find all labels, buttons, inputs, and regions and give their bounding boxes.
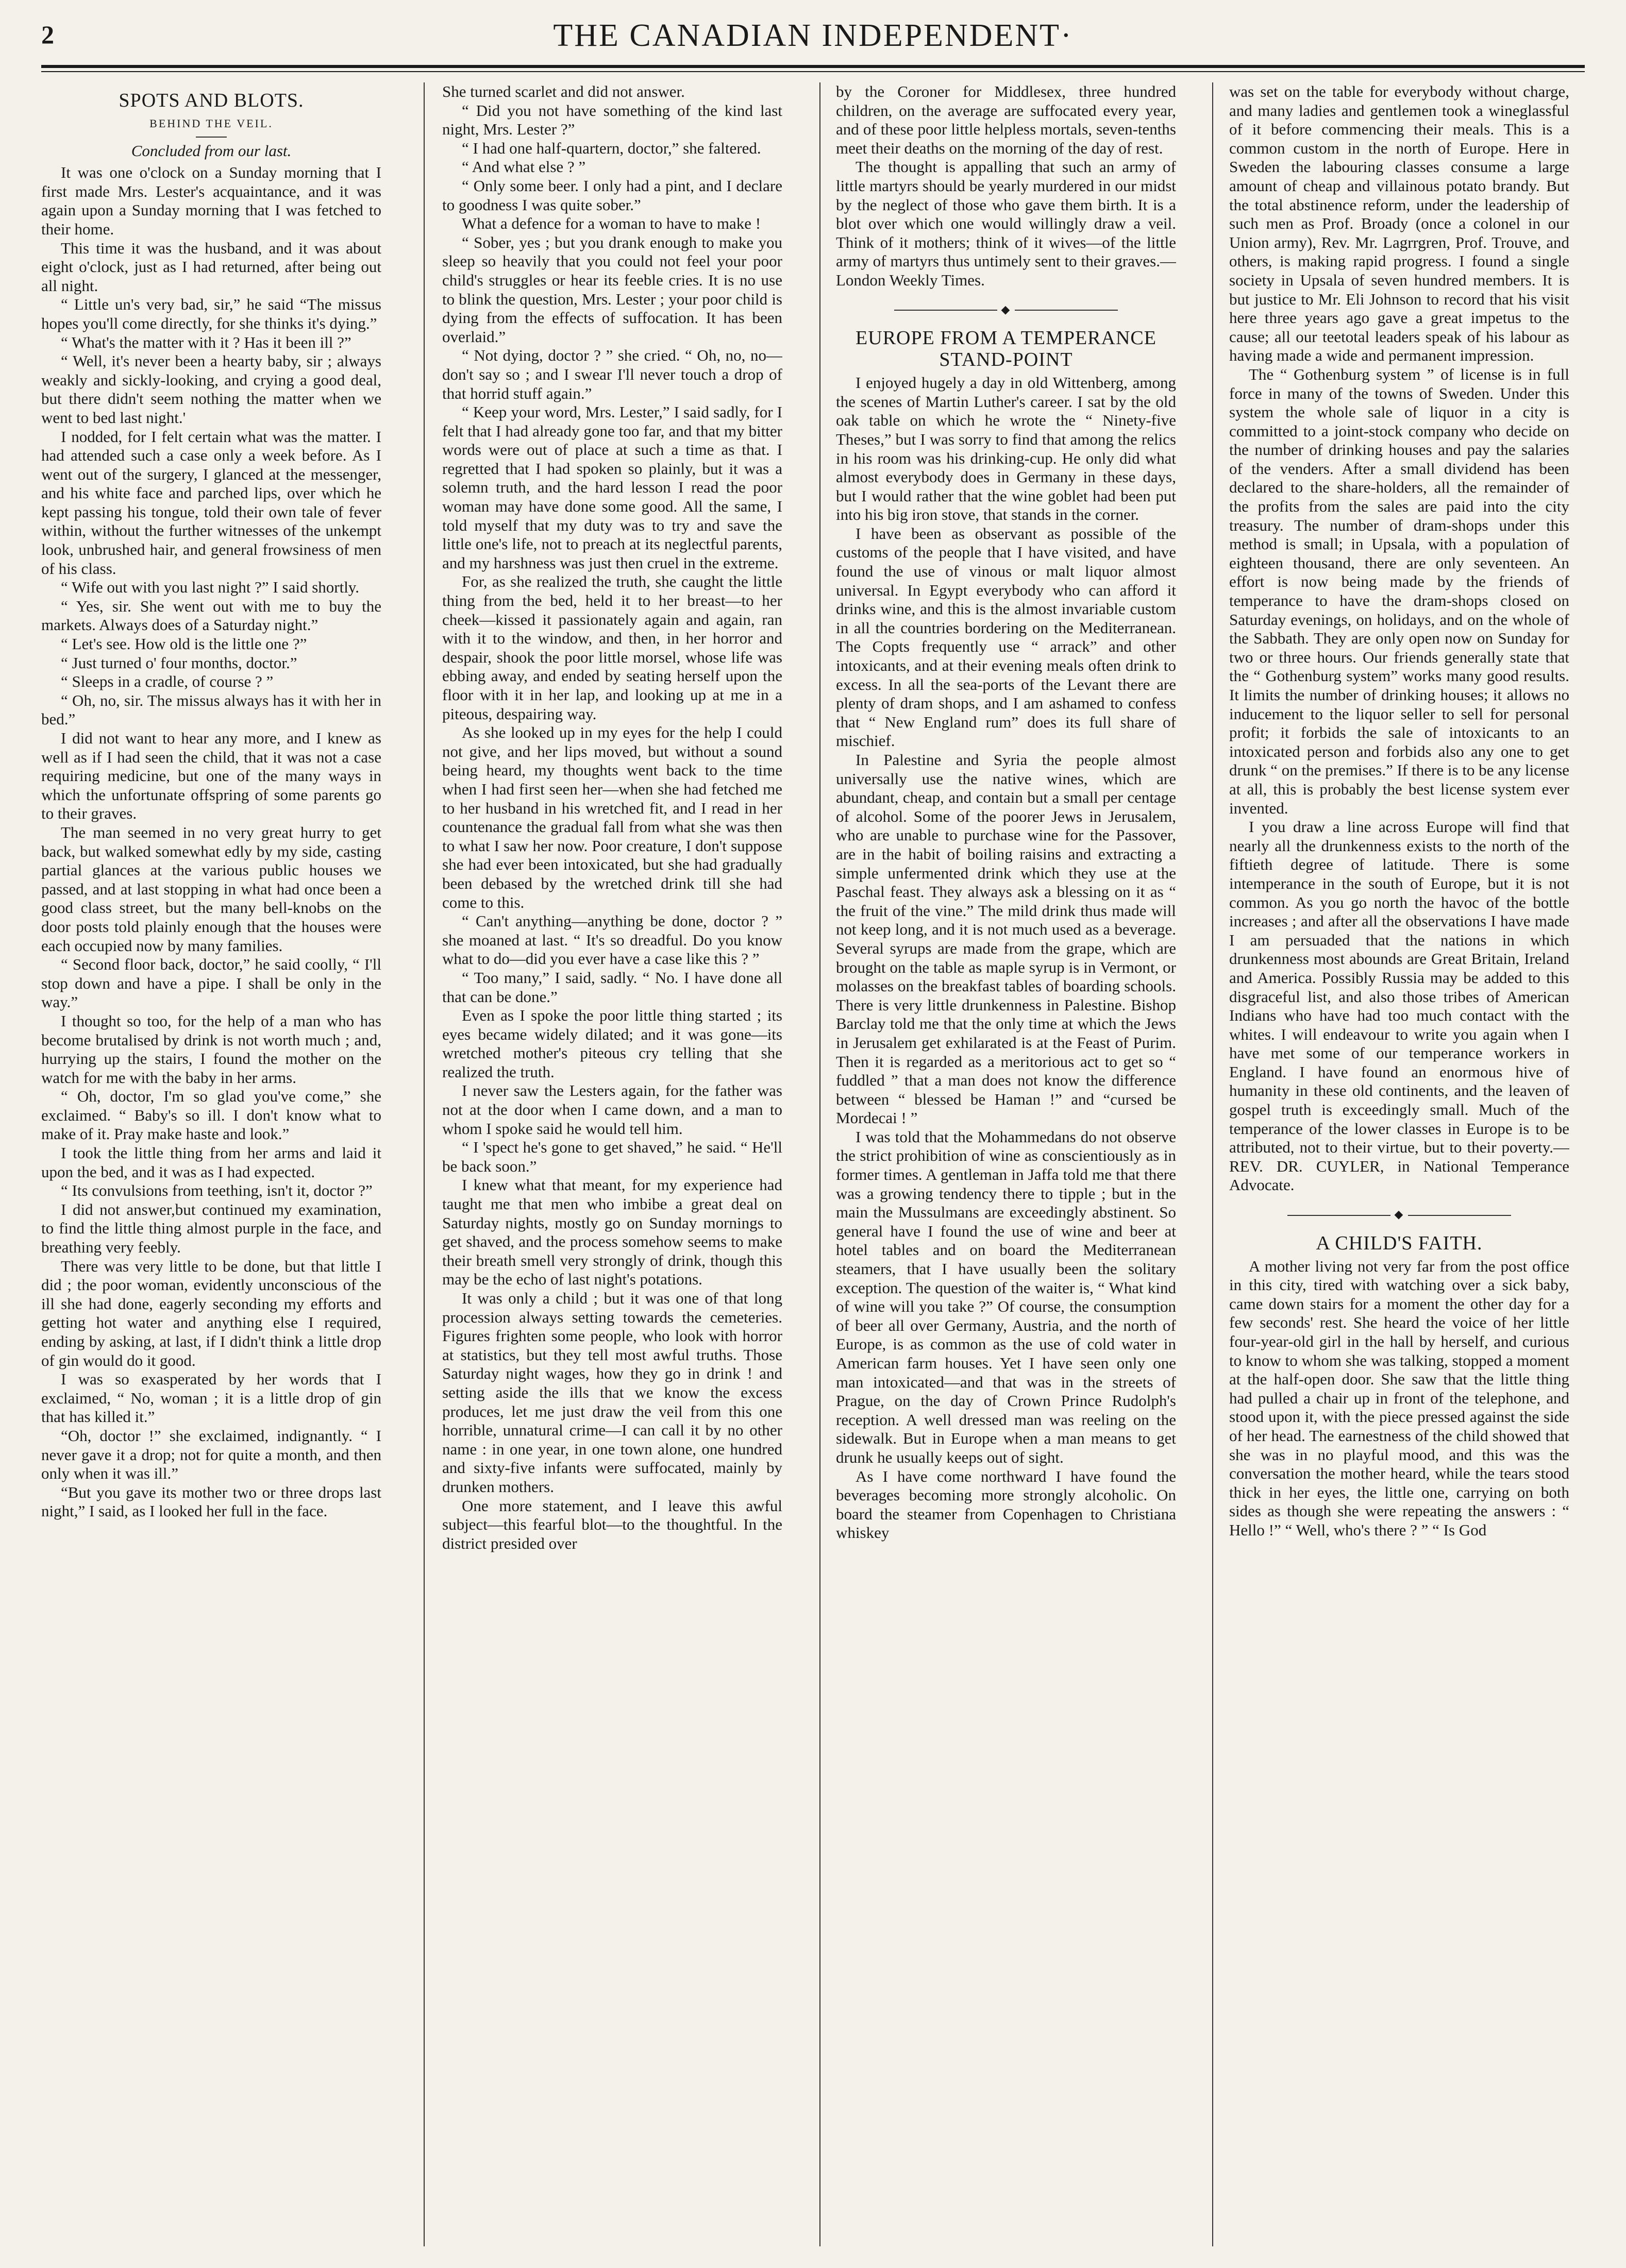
paragraph: One more statement, and I leave this awful subject—this fearful blot—to the thoughtful. In the district presided over <box>442 1496 782 1552</box>
paragraph: “ Keep your word, Mrs. Lester,” I said sadly, for I felt that I had already gone too far, and that my bitter words were out of place at such a time as that. I regretted that I had spoken so plainly, but it was a solemn truth, and the hard lesson I read the poor woman may have done some good. All the same, I told myself that my duty was to try and save the little one's life, not to preach at its neglectful parents, and my harshness was just then cruel in the extreme. <box>442 403 782 572</box>
paragraph: What a defence for a woman to have to make ! <box>462 214 761 233</box>
column-divider <box>424 82 425 2246</box>
paragraph: As she looked up in my eyes for the help I could not give, and her lips moved, but without a sound being heard, my thoughts went back to the time when I had first seen her—when she had fetched me to her husband in his wretched fit, and I read in her countenance the gradual fall from what she was then to what I saw her now. Poor creature, I don't suppose she had ever been intoxicated, but she had gradually been debased by the wretched drink till she had come to this. <box>442 723 782 911</box>
paragraph: I have been as observant as possible of the customs of the people that I have visited, and have found the use of vinous or malt liquor almost universal. In Egypt everybody who can afford it drinks wine, and this is the almost invariable custom in all the countries bordering on the Mediterranean. The Copts frequently use “ arrack” and other intoxicants, and at their evening meals often drink to excess. In all the sea-ports of the Levant there are plenty of dram shops, and I am ashamed to confess that “ New England rum” does its full share of mischief. <box>836 524 1176 750</box>
paragraph: I enjoyed hugely a day in old Wittenberg, among the scenes of Martin Luther's career. I sat by the old oak table on which he wrote the “ Ninety-five Theses,” but I was sorry to find that among the relics in his room was his drinking-cup. He only did what almost everybody does in Germany in these days, but I would rather that the wine goblet had been put into his big iron stove, that stands in the corner. <box>836 374 1176 524</box>
paragraph: “ Second floor back, doctor,” he said coolly, “ I'll stop down and have a pipe. I shall be only in the way.” <box>41 955 381 1011</box>
header-rule-thick <box>41 65 1585 68</box>
paragraph: For, as she realized the truth, she caught the little thing from the bed, held it to her breast—to her cheek—kissed it passionately again and again, ran with it to the window, and then, in her horror and despair, shook the poor little morsel, whose life was ebbing away, and ended by seating herself upon the floor with it in her lap, and looking up at me in a piteous, despairing way. <box>442 572 782 723</box>
paragraph: I nodded, for I felt certain what was the matter. I had attended such a case only a week before. As I went out of the surgery, I glanced at the messenger, and his white face and parched lips, over which he kept passing his tongue, told their own tale of fever within, without the further witnesses of the unkempt look, unbrushed hair, and general frowsiness of men of his class. <box>41 427 381 578</box>
paragraph: I you draw a line across Europe will find that nearly all the drunkenness exists to the north of the fiftieth degree of latitude. There is some intemperance in the south of Europe, but it is not common. As you go north the havoc of the bottle increases ; and after all the observations I have made I am persuaded that the nations in which drunkenness most abounds are Great Britain, Ireland and America. Possibly Russia may be added to this disgraceful list, and also those tribes of American Indians who have had too much contact with the whites. I will endeavour to write you again when I have met some of our temperance workers in England. I have found an enormous hive of humanity in these old continents, and the leaven of gospel truth is exceedingly small. Much of the temperance of the lower classes in Europe is to be attributed, not to their virtue, but to their poverty.—REV. DR. CUYLER, in National Temperance Advocate. <box>1229 818 1569 1194</box>
column-4 <box>1229 82 1569 2246</box>
paragraph: “ Not dying, doctor ? ” she cried. “ Oh, no, no—don't say so ; and I swear I'll never touch a drop of that horrid stuff again.” <box>442 346 782 402</box>
section-ornament: ◆ <box>1229 1205 1569 1224</box>
paragraph: I did not want to hear any more, and I knew as well as if I had seen the child, that it was not a case requiring medicine, but one of the many ways in which the unfortunate offspring of some parents go to their graves. <box>41 729 381 823</box>
paragraph: “ Oh, no, sir. The missus always has it with her in bed.” <box>41 691 381 729</box>
article-title: SPOTS AND BLOTS. <box>119 90 304 111</box>
paragraph: “ Just turned o' four months, doctor.” <box>61 653 297 672</box>
paragraph: “ And what else ? ” <box>462 158 586 176</box>
article-title: A CHILD'S FAITH. <box>1316 1232 1483 1254</box>
article-body <box>836 374 1176 1543</box>
divider <box>196 137 227 138</box>
paragraph: “ Sober, yes ; but you drank enough to make you sleep so heavily that you could not feel your poor child's struggles or hear its feeble cries. It is no use to blink the question, Mrs. Lester ; your poor child is dying from the effects of suffocation. It has been overlaid.” <box>442 233 782 346</box>
paragraph: The man seemed in no very great hurry to get back, but walked somewhat edly by my side, casting partial glances at the various public houses we passed, and at last stopping in what had once been a good class street, but the many bell-knobs on the door posts told plainly enough that the houses were each occupied now by many families. <box>41 823 381 955</box>
paragraph: I thought so too, for the help of a man who has become brutalised by drink is not worth much ; and, hurrying up the stairs, I found the mother on the watch for me with the baby in her arms. <box>41 1011 381 1087</box>
paragraph: “ I had one half-quartern, doctor,” she faltered. <box>462 139 761 157</box>
paragraph: was set on the table for everybody without charge, and many ladies and gentlemen took a wineglassful of it before commencing their meals. This is a common custom in the north of Europe. Here in Sweden the labouring classes consume a large amount of cheap and villainous potato brandy. But the total abstinence reform, under the leadership of such men as Prof. Broady (once a colonel in our Union army), Rev. Mr. Lagrrgren, Prof. Trouve, and others, is making rapid progress. I found a single society in Upsala of seven hundred members. It is but justice to Mr. Eli Johnson to record that his visit here three years ago gave a great impetus to the cause; all our teetotal leaders speak of his labour as having made a wide and permanent impression. <box>1229 82 1569 365</box>
paragraph: “ Did you not have something of the kind last night, Mrs. Lester ?” <box>442 101 782 139</box>
paragraph: There was very little to be done, but that little I did ; the poor woman, evidently unconscious of the ill she had done, eagerly seconding my efforts and getting hot water and anything else I required, ending by asking, at last, if I didn't think a little drop of gin would do it good. <box>41 1257 381 1369</box>
paragraph: “ Yes, sir. She went out with me to buy the markets. Always does of a Saturday night.” <box>41 597 381 634</box>
paragraph: I was told that the Mohammedans do not observe the strict prohibition of wine as conscientiously as in former times. A gentleman in Jaffa told me that there was a growing tendency there to tipple ; but in the main the Mussulmans are exceedingly abstinent. So general have I found the use of wine and beer at hotel tables and on board the Mediterranean steamers, that I have usually been the solitary exception. The question of the waiter is, “ What kind of wine will you take ?” Of course, the consumption of beer all over Germany, Austria, and the north of Europe, is as common as the use of cold water in American farm houses. Yet I have seen only one man intoxicated—and that was in the streets of Prague, on the day of Crown Prince Rudolph's reception. A well dressed man was reeling on the sidewalk. But in Europe when a man means to get drunk he usually keeps out of sight. <box>836 1127 1176 1466</box>
paragraph: by the Coroner for Middlesex, three hundred children, on the average are suffocated every year, and of these poor little helpless mortals, seven-tenths meet their deaths on the morning of the day of rest. <box>836 82 1176 157</box>
article-body <box>1229 82 1569 1195</box>
article-title: EUROPE FROM A TEMPERANCE STAND-POINT <box>856 327 1156 371</box>
paragraph: I took the little thing from her arms and laid it upon the bed, and it was as I had expected. <box>41 1144 381 1181</box>
paragraph: It was only a child ; but it was one of that long procession always setting towards the cemeteries. Figures frighten some people, who look with horror at statistics, but they tell most awful truths. Those Saturday night wages, how they go in drink ! and setting aside the ills that we know the excess produces, let me just draw the veil from this one horrible, unnatural crime—I can call it by no other name : in one year, in one town alone, one hundred and sixty-five infants were suffocated, mainly by drunken mothers. <box>442 1289 782 1496</box>
paragraph: “ Little un's very bad, sir,” he said “The missus hopes you'll come directly, for she thinks it's dying.” <box>41 295 381 332</box>
paragraph: I did not answer,but continued my examination, to find the little thing almost purple in the face, and breathing very feebly. <box>41 1200 381 1257</box>
section-ornament: ◆ <box>836 300 1176 319</box>
paragraph: “ Only some beer. I only had a pint, and I declare to goodness I was quite sober.” <box>442 176 782 214</box>
paragraph: “ What's the matter with it ? Has it been ill ?” <box>61 333 351 351</box>
paragraph: “ Can't anything—anything be done, doctor ? ” she moaned at last. “ It's so dreadful. Do you know what to do—did you ever have a case like this ? ” <box>442 912 782 968</box>
paragraph: “ Let's see. How old is the little one ?” <box>61 635 307 653</box>
column-3 <box>836 82 1176 2246</box>
article-body <box>836 82 1176 290</box>
column-divider <box>819 82 820 2246</box>
continuation-note: Concluded from our last. <box>131 141 292 160</box>
paragraph: “But you gave its mother two or three drops last night,” I said, as I looked her full in the face. <box>41 1483 381 1520</box>
paragraph: A mother living not very far from the post office in this city, tired with watching over a sick baby, came down stairs for a moment the other day for a few seconds' rest. She heard the voice of her little four-year-old girl in the hall by herself, and curious to know to whom she was talking, stopped a moment at the half-open door. She saw that the little thing had pulled a chair up in front of the telephone, and stood upon it, with the piece pressed against the side of her head. The earnestness of the child showed that she was in no playful mood, and this was the conversation the mother heard, while the tears stood thick in her eyes, the little one, carrying on both sides as though she were repeating the answers : “ Hello !” “ Well, who's there ? ” “ Is God <box>1229 1257 1569 1539</box>
paragraph: The “ Gothenburg system ” of license is in full force in many of the towns of Sweden. Under this system the whole sale of liquor in a city is committed to a joint-stock company who decide on the number of drinking houses and pay the salaries of the venders. After a small dividend has been declared to the share-holders, all the remainder of the profits from the sales are paid into the city treasury. The number of dram-shops under this method is small; in Upsala, with a population of eighteen thousand, there are only seventeen. An effort is now being made by the friends of temperance to have the dram-shops closed on Saturday evenings, on holidays, and on the whole of the Sabbath. They are only open now on Sunday for two or three hours. Our friends generally state that the “ Gothenburg system” works many good results. It limits the number of drinking houses; it allows no inducement to the liquor seller to sell for personal profit; it forbids the sale of intoxicants to an intoxicated person and forbids also any one to get drunk “ on the premises.” If there is to be any license at all, this is probably the best license system ever invented. <box>1229 365 1569 817</box>
paragraph: “ I 'spect he's gone to get shaved,” he said. “ He'll be back soon.” <box>442 1138 782 1175</box>
paragraph: “ Too many,” I said, sadly. “ No. I have done all that can be done.” <box>442 968 782 1006</box>
paragraph: As I have come northward I have found the beverages becoming more strongly alcoholic. On board the steamer from Copenhagen to Christiana whiskey <box>836 1467 1176 1542</box>
paragraph: “ Oh, doctor, I'm so glad you've come,” she exclaimed. “ Baby's so ill. I don't know what to make of it. Pray make haste and look.” <box>41 1087 381 1143</box>
article-body <box>1229 1257 1569 1540</box>
paragraph: “ Wife out with you last night ?” I said shortly. <box>61 578 360 597</box>
paragraph: I was so exasperated by her words that I exclaimed, “ No, woman ; it is a little drop of gin that has killed it.” <box>41 1370 381 1426</box>
page-header <box>41 14 1585 60</box>
article-body <box>442 82 782 1553</box>
paragraph: She turned scarlet and did not answer. <box>442 82 685 100</box>
masthead: THE CANADIAN INDEPENDENT· <box>553 18 1073 53</box>
paragraph: The thought is appalling that such an army of little martyrs should be yearly murdered in our midst by the neglect of those who gave them birth. It is a blot over which one would willingly draw a veil. Think of it mothers; think of it wives—of the little army of martyrs thus untimely sent to their graves.—London Weekly Times. <box>836 158 1176 289</box>
paragraph: “ Well, it's never been a hearty baby, sir ; always weakly and sickly-looking, and crying a good deal, but there didn't seem nothing the matter when we went to bed last night.' <box>41 352 381 427</box>
header-rule-thin <box>41 71 1585 72</box>
column-1 <box>41 82 381 2246</box>
paragraph: “ Sleeps in a cradle, of course ? ” <box>61 672 274 691</box>
paragraph: Even as I spoke the poor little thing started ; its eyes became widely dilated; and it was gone—its wretched mother's piteous cry telling that she realized the truth. <box>442 1006 782 1081</box>
paragraph: “ Its convulsions from teething, isn't it, doctor ?” <box>61 1181 373 1200</box>
paragraph: It was one o'clock on a Sunday morning that I first made Mrs. Lester's acquaintance, and it was again upon a Sunday morning that I was fetched to their home. <box>41 163 381 238</box>
article-body <box>41 163 381 1521</box>
column-divider <box>1212 82 1213 2246</box>
paragraph: This time it was the husband, and it was about eight o'clock, just as I had returned, after being out all night. <box>41 239 381 295</box>
paragraph: I never saw the Lesters again, for the father was not at the door when I came down, and a man to whom I spoke said he would tell him. <box>442 1081 782 1138</box>
paragraph: “Oh, doctor !” she exclaimed, indignantly. “ I never gave it a drop; not for quite a month, and then only when it was ill.” <box>41 1426 381 1483</box>
article-subtitle: BEHIND THE VEIL. <box>149 117 273 130</box>
page-number: 2 <box>41 20 54 49</box>
paragraph: In Palestine and Syria the people almost universally use the native wines, which are abundant, cheap, and contain but a small per centage of alcohol. Some of the poorer Jews in Jerusalem, who are unable to purchase wine for the Passover, are in the habit of boiling raisins and extracting a simple unfermented drink which they use at the Paschal feast. They always ask a blessing on it as “ the fruit of the vine.” The mild drink thus made will not keep long, and it is not much used as a beverage. Several syrups are made from the grape, which are brought on the table as maple syrup is in Vermont, or molasses on the breakfast tables of boarding schools. There is very little drunkenness in Palestine. Bishop Barclay told me that the only time at which the Jews in Jerusalem get exhilarated is at the Feast of Purim. Then it is regarded as a meritorious act to get so “ fuddled ” that a man does not know the difference between “ blessed be Haman !” and “cursed be Mordecai ! ” <box>836 751 1176 1127</box>
paragraph: I knew what that meant, for my experience had taught me that men who imbibe a great deal on Saturday nights, mostly go on Sunday mornings to get shaved, and the process somehow seems to make their breath smell very strongly of drink, though this may be the echo of last night's potations. <box>442 1176 782 1289</box>
column-2 <box>442 82 782 2246</box>
